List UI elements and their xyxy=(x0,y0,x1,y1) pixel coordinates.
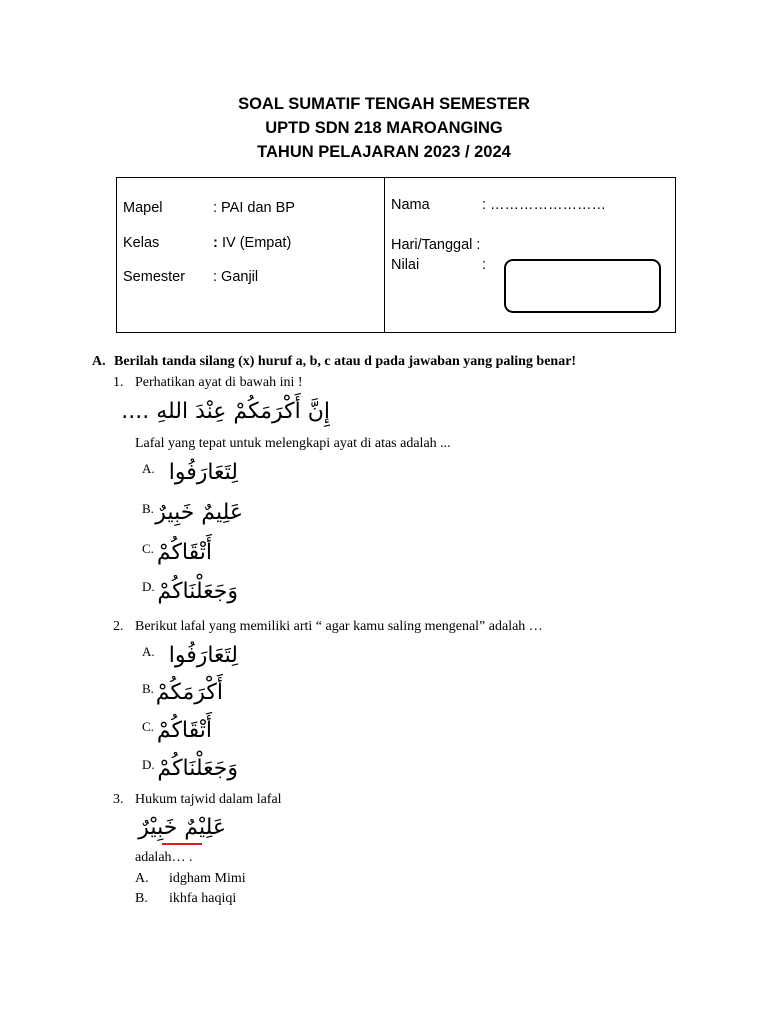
option-arabic: لِتَعَارَفُوا xyxy=(168,460,238,485)
arabic-verse: إِنَّ أَكْرَمَكُمْ عِنْدَ اللهِ .... xyxy=(121,399,330,424)
question-number: 2. xyxy=(113,619,124,634)
arabic-phrase: عَلِيْمٌ خَبِيْرٌ xyxy=(138,815,226,840)
identity-divider xyxy=(384,178,385,332)
question-prompt: adalah… . xyxy=(135,850,193,865)
question-text: Hukum tajwid dalam lafal xyxy=(135,792,282,807)
academic-year: TAHUN PELAJARAN 2023 / 2024 xyxy=(257,143,511,161)
option-letter: D. xyxy=(142,579,155,594)
kelas-label: Kelas xyxy=(123,235,160,251)
identity-box xyxy=(116,177,676,333)
exam-header xyxy=(0,92,768,164)
nilai-colon: : xyxy=(482,257,487,273)
option-letter: A. xyxy=(135,871,149,886)
spellcheck-underline xyxy=(162,840,202,845)
question-text: Berikut lafal yang memiliki arti “ agar kamu saling mengenal” adalah … xyxy=(135,619,543,634)
semester-label: Semester xyxy=(123,269,186,285)
score-box xyxy=(504,259,661,313)
option-arabic: أَتْقَاكُمْ xyxy=(156,718,212,743)
school-name: UPTD SDN 218 MAROANGING xyxy=(265,119,503,137)
option-letter: D. xyxy=(142,757,155,772)
semester-value: : Ganjil xyxy=(213,269,259,285)
nilai-label: Nilai xyxy=(391,257,420,273)
option-arabic: وَجَعَلْنَاكُمْ xyxy=(157,579,238,604)
option-arabic: عَلِيمٌ خَبِيرٌ xyxy=(155,500,243,525)
question-number: 1. xyxy=(113,375,124,390)
section-label: A. xyxy=(92,354,106,369)
option-letter: C. xyxy=(142,541,154,556)
option-letter: A. xyxy=(142,461,155,476)
mapel-label: Mapel xyxy=(123,200,163,216)
option-letter: B. xyxy=(142,501,154,516)
option-letter: A. xyxy=(142,644,155,659)
section-instruction: Berilah tanda silang (x) huruf a, b, c atau d pada jawaban yang paling benar! xyxy=(114,354,577,369)
nama-label: Nama xyxy=(391,197,430,213)
option-letter: B. xyxy=(142,681,154,696)
hari-tanggal-label: Hari/Tanggal : xyxy=(391,237,481,253)
option-letter: B. xyxy=(135,891,148,906)
question-prompt: Lafal yang tepat untuk melengkapi ayat di atas adalah ... xyxy=(135,436,451,451)
nama-field: : …………………… xyxy=(482,197,607,213)
question-text: Perhatikan ayat di bawah ini ! xyxy=(135,375,303,390)
option-letter: C. xyxy=(142,719,154,734)
question-number: 3. xyxy=(113,792,124,807)
option-text: idgham Mimi xyxy=(169,871,246,886)
exam-title: SOAL SUMATIF TENGAH SEMESTER xyxy=(238,95,530,113)
option-text: ikhfa haqiqi xyxy=(169,891,237,906)
option-arabic: أَكْرَمَكُمْ xyxy=(155,680,223,705)
kelas-colon: : xyxy=(213,235,218,251)
mapel-value: : PAI dan BP xyxy=(213,200,295,216)
kelas-value: IV (Empat) xyxy=(222,235,292,251)
option-arabic: أَتْقَاكُمْ xyxy=(156,540,212,565)
option-arabic: لِتَعَارَفُوا xyxy=(168,643,238,668)
option-arabic: وَجَعَلْنَاكُمْ xyxy=(157,756,238,781)
